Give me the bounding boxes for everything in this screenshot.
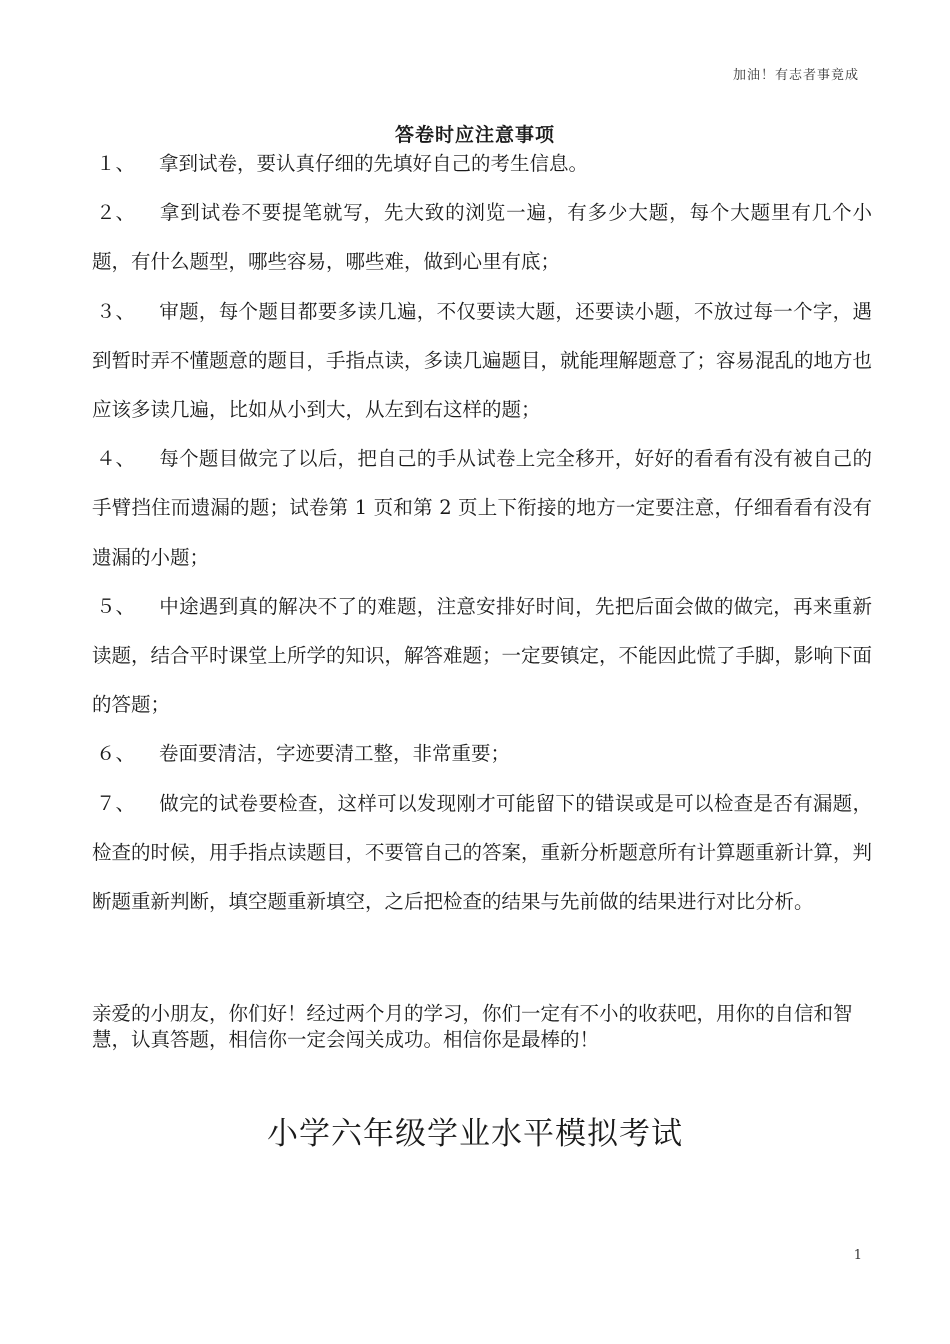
instruction-text: 做完的试卷要检查，这样可以发现刚才可能留下的错误或是可以检查是否有漏题，检查的时候，用手指点读题目，不要管自己的答案，重新分析题意所有计算题重新计算，判断题重新判断，填空题重新填空，之后把检查的结果与先前做的结果进行对比分析。 (92, 791, 873, 914)
instruction-number: １、 (96, 152, 136, 175)
exam-title: 小学六年级学业水平模拟考试 (267, 1116, 683, 1152)
instruction-text: 审题，每个题目都要多读几遍，不仅要读大题，还要读小题，不放过每一个字，遇到暂时弄不懂题意的题目，手指点读，多读几遍题目，就能理解题意了；容易混乱的地方也应该多读几遍，比如从小到大，从左到右这样的题； (92, 299, 873, 422)
instruction-number: ４、 (96, 447, 136, 471)
instruction-number: ６、 (96, 742, 136, 766)
instruction-text: 拿到试卷，要认真仔细的先填好自己的考生信息。 (159, 152, 589, 175)
instruction-item-5 (92, 582, 872, 730)
page-number: 1 (853, 1248, 862, 1263)
header-motto: 加油！有志者事竟成 (732, 68, 859, 83)
instruction-item-4 (92, 434, 872, 582)
instruction-item-1 (92, 139, 872, 188)
instruction-number: ３、 (96, 299, 136, 323)
instruction-text: 中途遇到真的解决不了的难题，注意安排好时间，先把后面会做的做完，再来重新读题，结合平时课堂上所学的知识，解答难题；一定要镇定，不能因此慌了手脚，影响下面的答题； (92, 594, 873, 717)
instruction-text: 每个题目做完了以后，把自己的手从试卷上完全移开，好好的看看有没有被自己的手臂挡住而遗漏的题；试卷第 1 页和第 2 页上下衔接的地方一定要注意，仔细看看有没有遗漏的小题； (92, 447, 872, 569)
instruction-item-7 (92, 779, 872, 927)
instruction-item-2 (92, 188, 872, 286)
instructions-list (92, 139, 872, 926)
instruction-number: ７、 (96, 791, 136, 815)
instruction-number: ２、 (96, 201, 136, 225)
instruction-number: ５、 (96, 594, 136, 618)
greeting-paragraph: 亲爱的小朋友，你们好！经过两个月的学习，你们一定有不小的收获吧，用你的自信和智慧，认真答题，相信你一定会闯关成功。相信你是最棒的！ (92, 1002, 853, 1051)
instruction-item-6 (92, 729, 872, 778)
instructions-title: 答卷时应注意事项 (394, 124, 555, 146)
instruction-text: 拿到试卷不要提笔就写，先大致的浏览一遍，有多少大题，每个大题里有几个小题，有什么题型，哪些容易，哪些难，做到心里有底； (92, 201, 872, 274)
instruction-text: 卷面要清洁，字迹要清工整，非常重要； (159, 742, 511, 766)
instruction-item-3 (92, 287, 872, 435)
